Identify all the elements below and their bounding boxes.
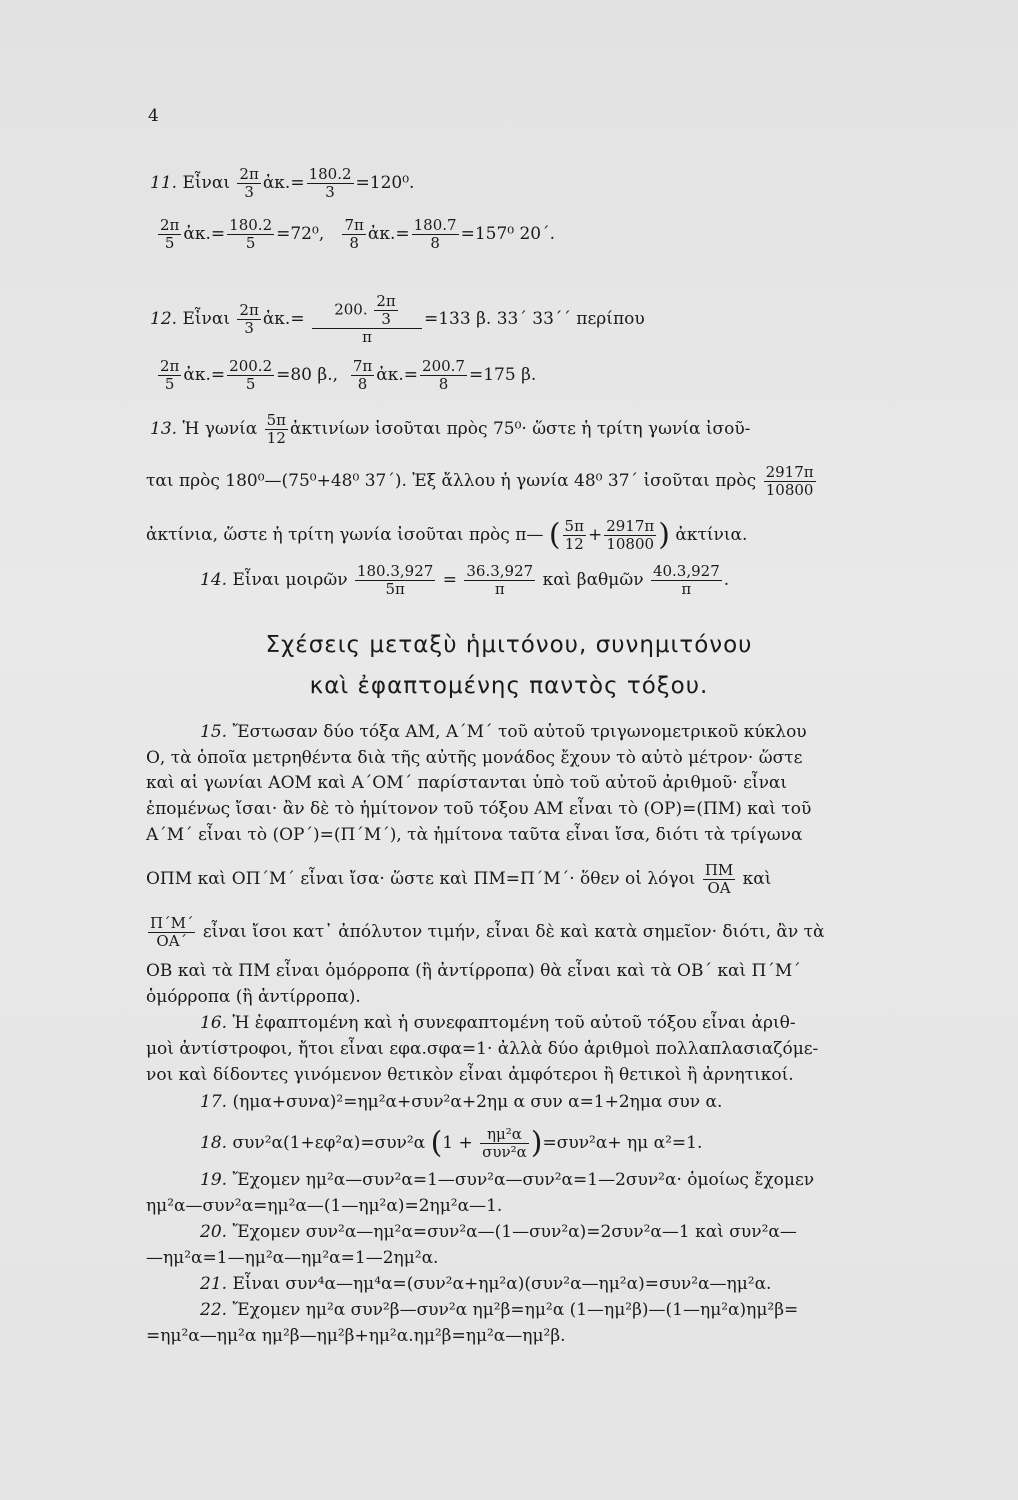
exercise-15-line-4: ἑπομένως ἴσαι· ἂν δὲ τὸ ἡμίτονον τοῦ τόξου ΑΜ εἶναι τὸ (ΟΡ)=(ΠΜ) καὶ τοῦ	[146, 799, 812, 819]
text: συν²α(1+εφ²α)=συν²α	[232, 1133, 426, 1153]
exercise-17	[200, 1092, 722, 1112]
text: =120⁰.	[355, 173, 415, 193]
text: ἀκτίνια.	[675, 525, 748, 545]
text: ἀκ.=	[367, 224, 410, 244]
exercise-number: 15.	[200, 722, 228, 742]
fraction: $\frac{2\pi}{3}$	[239, 165, 259, 201]
text: Εἶναι	[182, 309, 231, 329]
text: Ἔχομεν συν²α—ημ²α=συν²α—(1—συν²α)=2συν²α—1 καὶ συν²α—	[232, 1222, 797, 1242]
fraction: $\frac{180.7}{8}$	[413, 216, 457, 252]
text: (ημα+συνα)²=ημ²α+συν²α+2ημ α συν α=1+2ημα συν α.	[232, 1092, 723, 1112]
exercise-15-line-7	[146, 915, 825, 950]
text: ἀκ.=	[183, 224, 226, 244]
exercise-number: 11.	[150, 173, 178, 193]
exercise-20-line-1	[200, 1222, 797, 1242]
exercise-number: 13.	[150, 419, 178, 439]
exercise-number: 20.	[200, 1222, 228, 1242]
exercise-number: 16.	[200, 1013, 228, 1033]
text: Ἡ γωνία	[182, 419, 258, 439]
exercise-13-line-3: ἀκτίνια, ὥστε ἡ τρίτη γωνία ἰσοῦται πρὸς π— ( $\frac{5\pi}{12}$ + $\frac{2917\pi}{10800}$ ) ἀκτίνια.	[146, 517, 748, 553]
text: Ἔχομεν ημ²α—συν²α=1—συν²α—συν²α=1—2συν²α· ὁμοίως ἔχομεν	[232, 1170, 815, 1190]
section-heading-line-2: καὶ ἐφαπτομένης παντὸς τόξου.	[309, 673, 709, 699]
exercise-number: 17.	[200, 1092, 228, 1112]
exercise-18	[200, 1126, 702, 1161]
exercise-15-line-6	[146, 862, 771, 897]
fraction: $\frac{2917\pi}{10800}$	[606, 517, 655, 553]
fraction: $\frac{180.2}{3}$	[308, 165, 352, 201]
exercise-13-line-2	[146, 464, 818, 499]
fraction: $\frac{200.7}{8}$	[422, 357, 465, 393]
fraction: $\frac{180.3,927}{5\pi}$	[356, 562, 434, 598]
exercise-number: 14.	[200, 570, 228, 590]
text: =133 β. 33΄ 33΄΄ περίπου	[424, 309, 645, 329]
text: =157⁰ 20΄.	[460, 224, 556, 244]
text: )	[530, 1125, 543, 1161]
exercise-15-line-9: ὁμόρροπα (ἢ ἀντίρροπα).	[146, 987, 361, 1007]
text: =	[442, 570, 457, 590]
text: ΟΠΜ καὶ ΟΠ΄Μ΄ εἶναι ἴσα· ὥστε καὶ ΠΜ=Π΄Μ΄· ὅθεν οἱ λόγοι	[146, 869, 696, 889]
fraction: $\frac{5\pi}{12}$	[266, 411, 287, 447]
fraction: $\frac{7\pi}{8}$	[344, 216, 364, 252]
exercise-15-line-2: Ο, τὰ ὁποῖα μετρηθέντα διὰ τῆς αὐτῆς μονάδος ἔχουν τὸ αὐτὸ μέτρον· ὥστε	[146, 748, 803, 768]
exercise-22-line-2: =ημ²α—ημ²α ημ²β—ημ²β+ημ²α.ημ²β=ημ²α—ημ²β.	[146, 1326, 566, 1346]
text: ται πρὸς 180⁰—(75⁰+48⁰ 37΄). Ἐξ ἄλλου ἡ γωνία 48⁰ 37΄ ἰσοῦται πρὸς	[146, 471, 757, 491]
exercise-20-line-2: —ημ²α=1—ημ²α—ημ²α=1—2ημ²α.	[146, 1248, 439, 1268]
text: +	[587, 525, 603, 545]
exercise-16-line-1	[200, 1013, 796, 1033]
text: Εἶναι μοιρῶν	[232, 570, 348, 590]
fraction: $\frac{2\pi}{5}$	[160, 216, 180, 252]
exercise-number: 22.	[200, 1300, 228, 1320]
fraction: $\frac{200.2}{5}$	[229, 357, 273, 393]
fraction: $\frac{36.3,927}{\pi}$	[466, 562, 534, 598]
exercise-21	[200, 1274, 771, 1294]
text: Ἔχομεν ημ²α συν²β—συν²α ημ²β=ημ²α (1—ημ²β)—(1—ημ²α)ημ²β=	[232, 1300, 799, 1320]
fraction: $\frac{2\pi}{5}$	[160, 357, 180, 393]
text: (	[430, 1125, 443, 1161]
text: καὶ βαθμῶν	[542, 570, 644, 590]
text: Ἔστωσαν δύο τόξα ΑΜ, Α΄Μ΄ τοῦ αὐτοῦ τριγωνομετρικοῦ κύκλου	[232, 722, 807, 742]
exercise-13-line-1	[150, 412, 750, 447]
text: .	[723, 570, 730, 590]
exercise-number: 19.	[200, 1170, 228, 1190]
text: Εἶναι συν⁴α—ημ⁴α=(συν²α+ημ²α)(συν²α—ημ²α)=συν²α—ημ²α.	[232, 1274, 772, 1294]
exercise-11-line-2	[156, 217, 555, 252]
text: ἀκ.=	[262, 173, 305, 193]
exercise-15-line-5: Α΄Μ΄ εἶναι τὸ (ΟΡ΄)=(Π΄Μ΄), τὰ ἡμίτονα ταῦτα εἶναι ἴσα, διότι τὰ τρίγωνα	[146, 825, 803, 845]
fraction: $\frac{\Pi΄M΄}{OA΄}$	[150, 914, 194, 950]
text: =72⁰,	[276, 224, 325, 244]
text: =80 β.,	[276, 365, 339, 385]
compound-fraction: 200. $\frac{2\pi}{3}$ π	[312, 293, 422, 346]
text: ἀκ.=	[262, 309, 305, 329]
section-heading-line-1: Σχέσεις μεταξὺ ἡμιτόνου, συνημιτόνου	[265, 632, 753, 658]
text: Εἶναι	[182, 173, 231, 193]
fraction: $\frac{7\pi}{8}$	[352, 357, 373, 393]
exercise-22-line-1	[200, 1300, 798, 1320]
text: ἀκτίνια, ὥστε ἡ τρίτη γωνία ἰσοῦται πρὸς π—	[146, 525, 544, 545]
exercise-number: 21.	[200, 1274, 228, 1294]
exercise-15-line-1	[200, 722, 807, 742]
exercise-11-line-1	[150, 166, 414, 201]
page-number: 4	[148, 106, 159, 126]
text: ἀκ.=	[376, 365, 419, 385]
exercise-15-line-3: καὶ αἱ γωνίαι ΑΟΜ καὶ Α΄ΟΜ΄ παρίστανται ὑπὸ τοῦ αὐτοῦ ἀριθμοῦ· εἶναι	[146, 773, 788, 793]
fraction: $\frac{40.3,927}{\pi}$	[652, 562, 720, 598]
exercise-12-line-2	[156, 358, 536, 393]
text: καὶ	[742, 869, 772, 889]
exercise-16-line-2: μοὶ ἀντίστροφοι, ἤτοι εἶναι εφα.σφα=1· ἀλλὰ δύο ἀριθμοὶ πολλαπλασιαζόμε-	[146, 1039, 819, 1059]
exercise-12-line-1	[150, 293, 645, 346]
text: ἀκ.=	[183, 365, 226, 385]
fraction: $\frac{2\pi}{3}$	[239, 301, 259, 337]
text: =συν²α+ ημ α²=1.	[542, 1133, 703, 1153]
text: 1 +	[442, 1133, 473, 1153]
exercise-19-line-2: ημ²α—συν²α=ημ²α—(1—ημ²α)=2ημ²α—1.	[146, 1196, 503, 1216]
text: =175 β.	[468, 365, 537, 385]
text: ἀκτινίων ἰσοῦται πρὸς 75⁰· ὥστε ἡ τρίτη γωνία ἰσοῦ-	[290, 419, 751, 439]
exercise-number: 18.	[200, 1133, 228, 1153]
exercise-14	[200, 563, 729, 598]
fraction: $\frac{2917\pi}{10800}$	[765, 463, 814, 499]
exercise-16-line-3: νοι καὶ δίδοντες γινόμενον θετικὸν εἶναι ἀμφότεροι ἢ θετικοὶ ἢ ἀρνητικοί.	[146, 1065, 794, 1085]
text: εἶναι ἴσοι κατ᾽ ἀπόλυτον τιμήν, εἶναι δὲ καὶ κατὰ σημεῖον· διότι, ἂν τὰ	[202, 922, 825, 942]
text: Ἡ ἐφαπτομένη καὶ ἡ συνεφαπτομένη τοῦ αὐτοῦ τόξου εἶναι ἀριθ-	[232, 1013, 796, 1033]
exercise-15-line-8: ΟΒ καὶ τὰ ΠΜ εἶναι ὁμόρροπα (ἢ ἀντίρροπα) θὰ εἶναι καὶ τὰ ΟΒ΄ καὶ Π΄Μ΄	[146, 961, 801, 981]
fraction: $\frac{180.2}{5}$	[229, 216, 273, 252]
exercise-19-line-1	[200, 1170, 814, 1190]
fraction: $\frac{5\pi}{12}$	[564, 517, 584, 553]
exercise-number: 12.	[150, 309, 178, 329]
fraction: $\frac{\text{ημ²α}}{\text{συν²α}}$	[482, 1125, 527, 1161]
fraction: $\frac{\Pi M}{OA}$	[704, 861, 734, 897]
